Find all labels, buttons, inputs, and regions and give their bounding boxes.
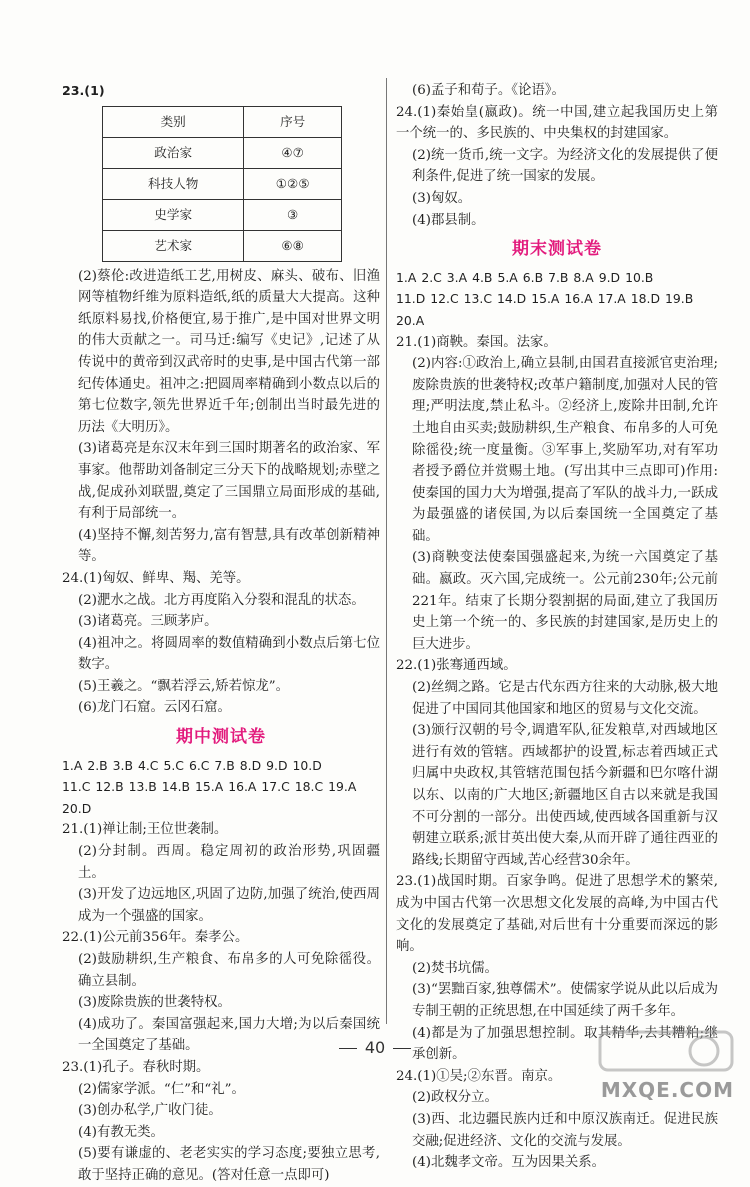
answer-paragraph: (2)统一货币,统一文字。为经济文化的发展提供了便利条件,促进了统一国家的发展。 (412, 147, 718, 185)
table-header-row (103, 106, 342, 137)
choice-answer: 6.C (188, 757, 210, 773)
choice-answer: 10.B (625, 269, 654, 285)
choice-answer: 1.A (62, 757, 83, 773)
table-header: 类别 (103, 106, 244, 137)
answer-paragraph: (3)商鞅变法使秦国强盛起来,为统一六国奠定了基础。嬴政。灭六国,完成统一。公元前230年;公元前221年。结束了长期分裂割据的局面,建立了我国历史上第一个统一的、多民族的封建国家,是历史上的巨大进步。 (412, 550, 718, 652)
choice-answers-row (396, 267, 718, 289)
final-section-title: 期末测试卷 (512, 239, 602, 260)
choice-answer: 11.C (62, 779, 91, 795)
answer-paragraph: (2)丝绸之路。它是古代东西方往来的大动脉,极大地促进了中国同其他国家和地区的贸易与文化交流。 (412, 680, 718, 717)
answer-paragraph: (3)颁行汉朝的号令,调遣军队,征发粮草,对西域地区进行有效的管辖。西域都护的设置,标志着西域正式归属中央政权,其管辖范围包括今新疆和巴尔喀什湖以东、以南的广大地区;新疆地区自古以来就是我国不可分割的一部分。出使西域,使西域各国重新与汉朝建立联系;派甘英出使大秦,从而开辟了通往西亚的路线;长期留守西域,苦心经营30余年。 (412, 723, 718, 868)
choice-answer: 3.B (112, 757, 133, 773)
choice-answer: 7.B (548, 269, 569, 285)
choice-answer: 12.B (95, 779, 124, 795)
answer-paragraph: (5)要有谦虚的、老老实实的学习态度;要独立思考,敢于坚持正确的意见。(答对任意一点即可) (78, 1146, 380, 1183)
answer-paragraph: 23.(1)战国时期。百家争鸣。促进了思想学术的繁荣,成为中国古代第一次思想文化发展的高峰,为中国古代文化的发展奠定了基础,对后世有十分重要而深远的影响。 (396, 874, 718, 955)
answer-paragraph: (3)诸葛亮。三顾茅庐。 (78, 614, 218, 630)
table-cell: 政治家 (103, 137, 244, 168)
answer-paragraph: (4)北魏孝文帝。互为因果关系。 (412, 1155, 606, 1171)
answer-paragraph: 22.(1)公元前356年。秦孝公。 (62, 930, 249, 946)
table-cell: ①②⑤ (244, 168, 342, 199)
answer-paragraph: (2)分封制。西周。稳定周初的政治形势,巩固疆土。 (78, 844, 380, 881)
answer-paragraph: (2)儒家学派。“仁”和“礼”。 (78, 1081, 245, 1097)
answer-paragraph: 21.(1)禅让制;王位世袭制。 (62, 822, 228, 838)
table-header: 序号 (244, 106, 342, 137)
choice-answer: 9.D (266, 757, 288, 773)
answer-paragraph: 22.(1)张骞通西域。 (396, 658, 517, 674)
choice-answer: 5.C (163, 757, 184, 773)
answer-paragraph: 21.(1)商鞅。秦国。法家。 (396, 334, 557, 350)
choice-answer: 8.D (239, 757, 262, 773)
table-cell: ⑥⑧ (244, 230, 342, 261)
answer-paragraph: (2)蔡伦:改进造纸工艺,用树皮、麻头、破布、旧渔网等植物纤维为原料造纸,纸的质量大大提高。这种纸原料易找,价格便宜,易于推广,是中国对世界文明的伟大贡献之一。司马迁:编写《史记》,记述了从传说中的黄帝到汉武帝时的史事,是中国古代第一部纪传体通史。祖冲之:把圆周率精确到小数点以后的第七位数字,领先世界近千年;创制出当时最先进的历法《大明历》。 (78, 268, 380, 435)
table-cell: ④⑦ (244, 137, 342, 168)
choice-answer: 14.B (161, 779, 191, 795)
choice-answer: 18.C (294, 779, 324, 795)
choice-answers-row (396, 310, 718, 332)
answer-paragraph: (2)焚书坑儒。 (412, 960, 498, 976)
choice-answer: 2.C (421, 269, 442, 285)
left-column (62, 80, 380, 1187)
choice-answer: 20.A (396, 312, 425, 328)
answer-paragraph: (3)废除贵族的世袭特权。 (78, 995, 231, 1011)
category-table (102, 106, 342, 262)
answer-paragraph: (2)内容:①政治上,确立县制,由国君直接派官吏治理;废除贵族的世袭特权;改革户籍制度,加强对人民的管理;严明法度,禁止私斗。②经济上,废除井田制,允许土地自由买卖;鼓励耕织,生产粮食、布帛多的人可免除徭役;统一度量衡。③军事上,奖励军功,对有军功者授予爵位并赏赐土地。(写出其中三点即可)作用:使秦国的国力大为增强,提高了军队的战斗力,一跃成为最强盛的诸侯国,为以后秦国统一全国奠定了基础。 (412, 356, 718, 544)
choice-answers-row (62, 776, 380, 798)
answer-paragraph: (4)坚持不懈,刻苦努力,富有智慧,具有改革创新精神等。 (78, 527, 380, 565)
answer-paragraph: (4)成功了。秦国富强起来,国力大增;为以后秦国统一全国奠定了基础。 (78, 1016, 380, 1054)
choice-answer: 20.D (62, 800, 92, 816)
answer-paragraph: 24.(1)匈奴、鲜卑、羯、羌等。 (62, 570, 250, 586)
answer-paragraph: 23.(1)孔子。春秋时期。 (62, 1059, 210, 1075)
choice-answer: 18.D (630, 291, 661, 307)
choice-answers-row (62, 798, 380, 820)
choice-answer: 16.A (228, 779, 257, 795)
answer-paragraph: (4)都是为了加强思想控制。取其精华,去其糟粕;继承创新。 (412, 1025, 718, 1063)
answer-paragraph: (6)孟子和荀子。《论语》。 (412, 83, 565, 98)
answer-paragraph: (3)匈奴。 (412, 190, 472, 206)
choice-answer: 19.B (665, 291, 694, 307)
choice-answer: 14.D (496, 291, 527, 307)
choice-answer: 12.C (430, 291, 459, 307)
choice-answer: 4.B (472, 269, 493, 285)
answer-paragraph: (4)祖冲之。将圆周率的数值精确到小数点后第七位数字。 (78, 635, 380, 673)
answer-paragraph: (3)开发了边远地区,巩固了边防,加强了统治,使西周成为一个强盛的国家。 (78, 887, 380, 924)
answer-paragraph: (2)鼓励耕织,生产粮食、布帛多的人可免除徭役。确立县制。 (78, 952, 380, 989)
choice-answer: 6.B (522, 269, 544, 285)
choice-answer: 9.D (598, 269, 621, 285)
table-row (103, 199, 342, 230)
choice-answer: 10.D (292, 757, 322, 773)
choice-answer: 13.C (463, 291, 492, 307)
table-cell: 科技人物 (103, 168, 244, 199)
choice-answer: 7.B (214, 757, 235, 773)
choice-answer: 13.B (128, 779, 157, 795)
choice-answer: 19.A (328, 779, 357, 795)
answer-paragraph: (5)王羲之。“飘若浮云,矫若惊龙”。 (78, 678, 289, 694)
choice-answers-row (62, 755, 380, 777)
table-row (103, 137, 342, 168)
answer-paragraph: 24.(1)①吴;②东晋。南京。 (396, 1068, 562, 1084)
answer-paragraph: (4)有教无类。 (78, 1124, 164, 1140)
midterm-section-title: 期中测试卷 (176, 727, 266, 748)
answer-paragraph: (2)政权分立。 (412, 1090, 498, 1106)
choice-answer: 16.A (564, 291, 593, 307)
column-divider (386, 78, 387, 1024)
choice-answer: 2.B (87, 757, 108, 773)
choice-answer: 15.A (195, 779, 224, 795)
page-number: 40 (0, 1038, 750, 1057)
right-column (396, 80, 718, 1174)
watermark-text: MXQE.COM (600, 1078, 734, 1102)
choice-answer: 5.A (497, 269, 518, 285)
choice-answer: 1.A (396, 269, 417, 285)
choice-answer: 3.A (446, 269, 468, 285)
choice-answer: 17.A (597, 291, 626, 307)
answer-paragraph: (4)郡县制。 (412, 212, 485, 228)
answer-paragraph: (3)“罢黜百家,独尊儒术”。使儒家学说从此以后成为专制王朝的正统思想,在中国延续了两千多年。 (412, 982, 718, 1019)
answer-paragraph: (3)西、北边疆民族内迁和中原汉族南迁。促进民族交融;促进经济、文化的交流与发展。 (412, 1111, 718, 1149)
answer-paragraph: (6)龙门石窟。云冈石窟。 (78, 700, 231, 716)
choice-answer: 11.D (396, 291, 426, 307)
choice-answer: 17.C (261, 779, 290, 795)
q23-label: 23.(1) (62, 83, 105, 98)
answer-paragraph: (2)淝水之战。北方再度陷入分裂和混乱的状态。 (78, 592, 365, 608)
table-cell: ③ (244, 199, 342, 230)
answer-paragraph: 24.(1)秦始皇(嬴政)。统一中国,建立起我国历史上第一个统一的、多民族的、中央集权的封建国家。 (396, 104, 718, 142)
table-cell: 史学家 (103, 199, 244, 230)
table-row (103, 230, 342, 261)
choice-answer: 15.A (531, 291, 560, 307)
answer-paragraph: (3)创办私学,广收门徒。 (78, 1103, 222, 1119)
table-cell: 艺术家 (103, 230, 244, 261)
choice-answer: 4.C (137, 757, 159, 773)
table-row (103, 168, 342, 199)
choice-answers-row (396, 288, 718, 310)
choice-answer: 8.A (573, 269, 594, 285)
answer-paragraph: (3)诸葛亮是东汉末年到三国时期著名的政治家、军事家。他帮助刘备制定三分天下的战略规划;赤壁之战,促成孙刘联盟,奠定了三国鼎立局面形成的基础,有利于局部统一。 (78, 441, 380, 522)
